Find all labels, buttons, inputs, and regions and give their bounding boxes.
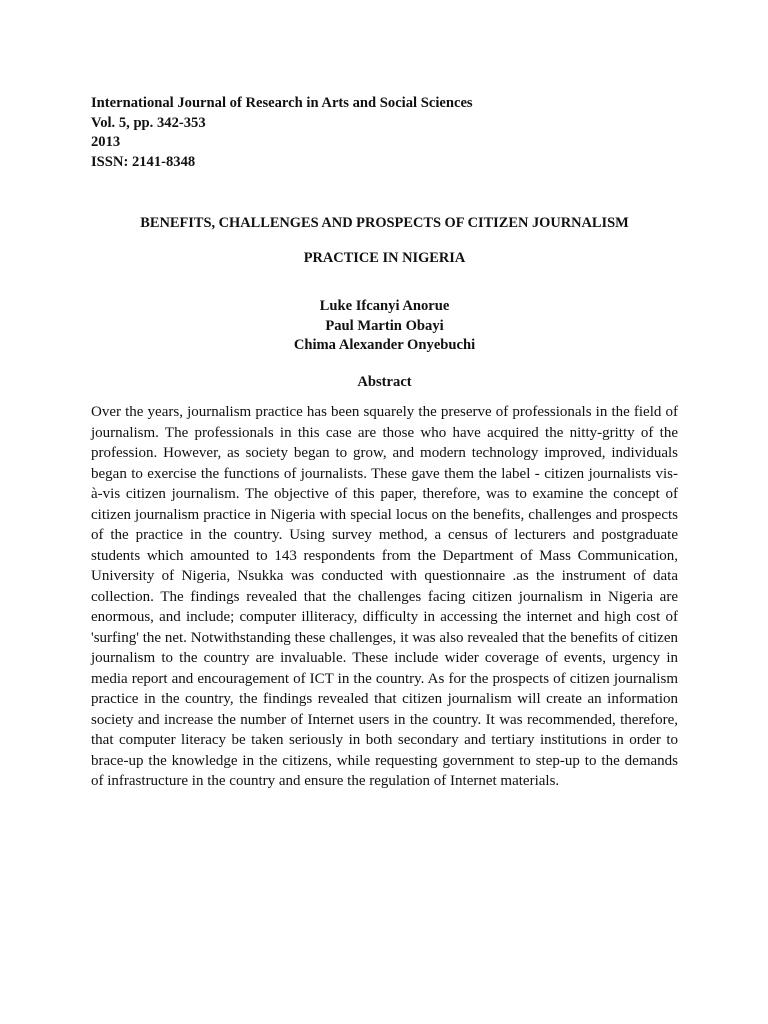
paper-title bbox=[91, 206, 678, 276]
author-name: Chima Alexander Onyebuchi bbox=[293, 337, 476, 353]
journal-name: International Journal of Research in Arts and Social Sciences bbox=[91, 95, 473, 111]
journal-info-block bbox=[91, 94, 678, 172]
author-name: Luke Ifcanyi Anorue bbox=[319, 298, 450, 314]
author-list bbox=[91, 297, 678, 356]
journal-volume: Vol. 5, pp. 342-353 bbox=[91, 114, 206, 131]
paper-title-line-2: PRACTICE IN NIGERIA bbox=[303, 250, 466, 266]
abstract-heading: Abstract bbox=[357, 373, 412, 390]
abstract-text: Over the years, journalism practice has been squarely the preserve of professionals in the field of journalism. The professionals in this case are those who have acquired the nitty-gritty of the profession. However, as society began to grow, and modern technology improved, individuals began to exercise the functions of journalists. These gave them the label - citizen journalists vis-à-vis citizen journalism. The objective of this paper, therefore, was to examine the concept of citizen journalism practice in Nigeria with special locus on the benefits, challenges and prospects of the practice in the country. Using survey method, a census of lecturers and postgraduate students which amounted to 143 respondents from the Department of Mass Communication, University of Nigeria, Nsukka was conducted with questionnaire .as the instrument of data collection. The findings revealed that the challenges facing citizen journalism in Nigeria are enormous, and include; computer illiteracy, difficulty in accessing the internet and high cost of 'surfing' the net. Notwithstanding these challenges, it was also revealed that the benefits of citizen journalism to the country are invaluable. These include wider coverage of events, urgency in media report and encouragement of ICT in the country. As for the prospects of citizen journalism practice in the country, the findings revealed that citizen journalism will create an information society and increase the number of Internet users in the country. It was recommended, therefore, that computer literacy be taken seriously in both secondary and tertiary institutions in order to brace-up the knowledge in the citizens, while requesting government to step-up to the demands of infrastructure in the country and ensure the regulation of Internet materials. bbox=[91, 404, 678, 789]
paper-title-line-1: BENEFITS, CHALLENGES AND PROSPECTS OF CITIZEN JOURNALISM bbox=[140, 215, 629, 231]
author-name: Paul Martin Obayi bbox=[325, 317, 444, 334]
journal-year: 2013 bbox=[91, 134, 121, 150]
journal-issn: ISSN: 2141-8348 bbox=[91, 153, 196, 170]
document-page bbox=[91, 94, 678, 792]
